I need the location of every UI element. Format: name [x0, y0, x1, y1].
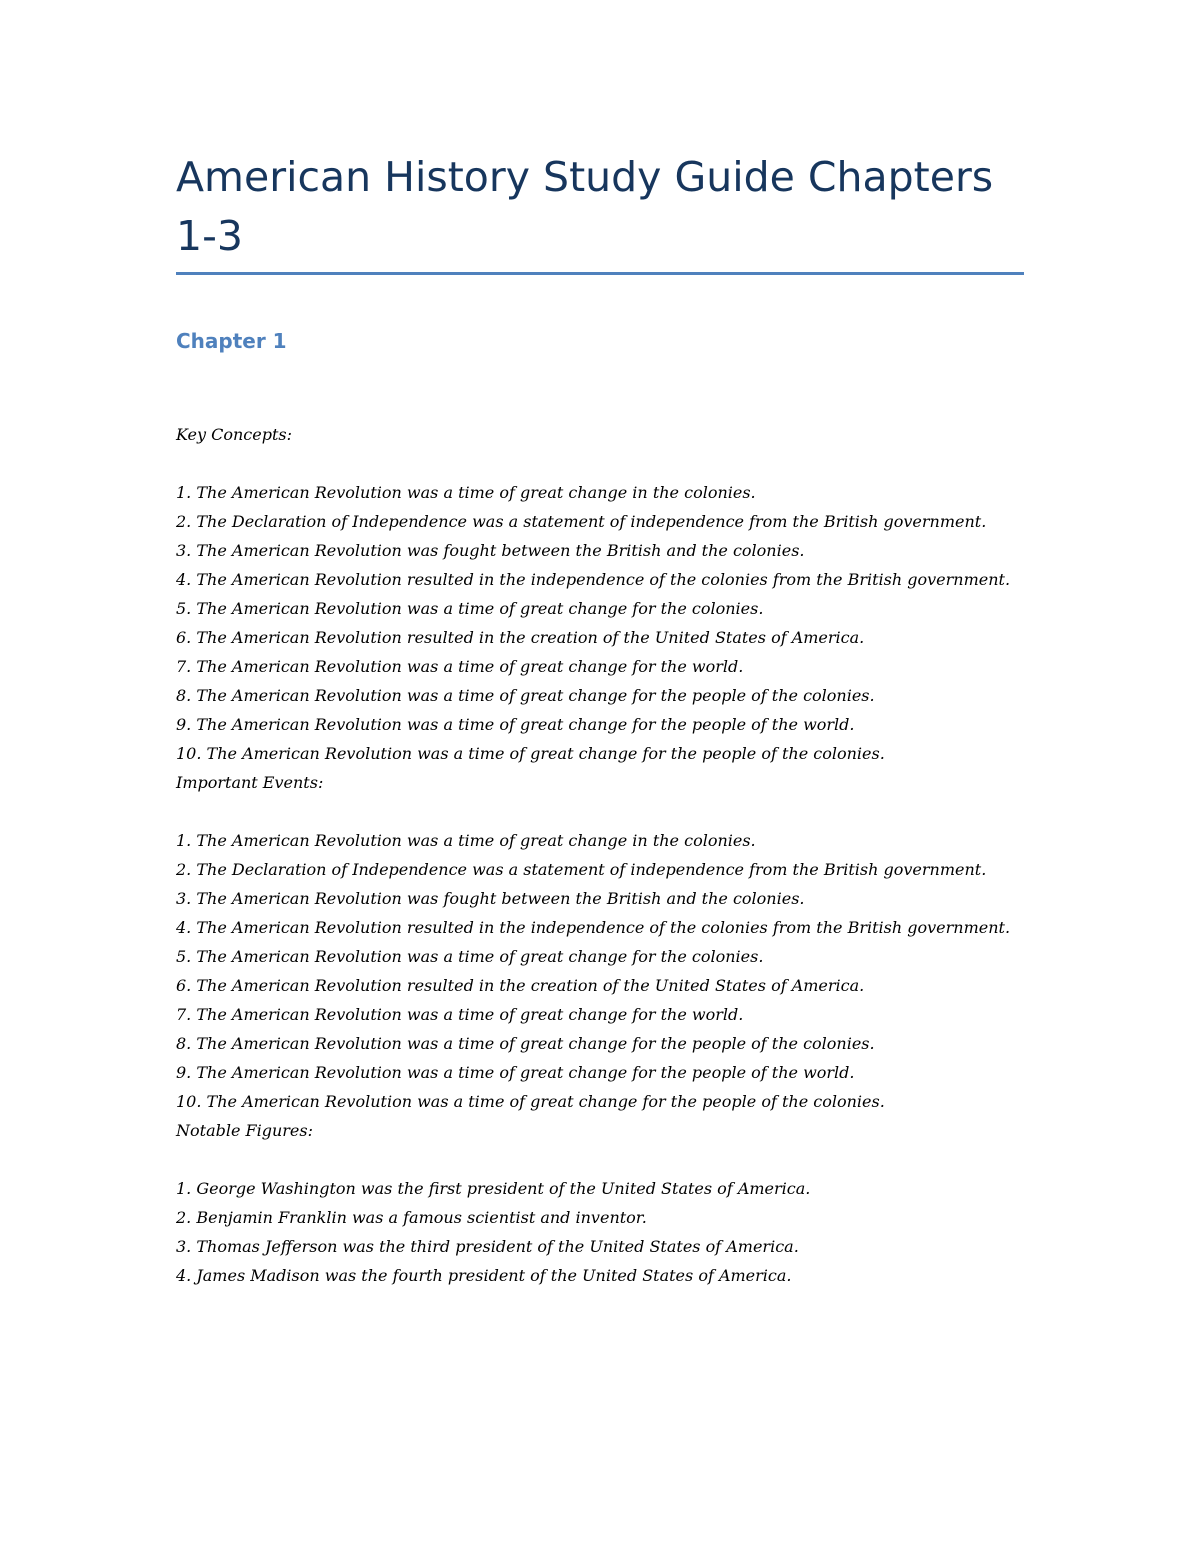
list-item: 9. The American Revolution was a time of great change for the people of the world.	[176, 715, 855, 734]
chapter-heading: Chapter 1	[176, 329, 287, 353]
list-item: 4. The American Revolution resulted in the independence of the colonies from the British government.	[176, 570, 1011, 589]
spacer	[176, 1145, 1024, 1174]
list-item: 1. George Washington was the first president of the United States of America.	[176, 1179, 811, 1198]
list-item: 3. The American Revolution was fought between the British and the colonies.	[176, 541, 805, 560]
list-item: 2. The Declaration of Independence was a statement of independence from the British government.	[176, 512, 987, 531]
list-item: 4. The American Revolution resulted in the independence of the colonies from the British government.	[176, 918, 1011, 937]
list-item: 1. The American Revolution was a time of great change in the colonies.	[176, 831, 756, 850]
section-label-important-events: Important Events:	[176, 773, 324, 792]
list-item: 5. The American Revolution was a time of great change for the colonies.	[176, 599, 764, 618]
list-item: 8. The American Revolution was a time of great change for the people of the colonies.	[176, 1034, 875, 1053]
document-body	[176, 420, 1024, 1290]
list-item: 6. The American Revolution resulted in the creation of the United States of America.	[176, 628, 865, 647]
spacer	[176, 797, 1024, 826]
list-item: 5. The American Revolution was a time of great change for the colonies.	[176, 947, 764, 966]
list-item: 3. The American Revolution was fought between the British and the colonies.	[176, 889, 805, 908]
list-item: 9. The American Revolution was a time of great change for the people of the world.	[176, 1063, 855, 1082]
title-divider	[176, 272, 1024, 275]
list-item: 10. The American Revolution was a time of great change for the people of the colonies.	[176, 1092, 885, 1111]
list-item: 4. James Madison was the fourth president of the United States of America.	[176, 1266, 792, 1285]
list-item: 8. The American Revolution was a time of great change for the people of the colonies.	[176, 686, 875, 705]
list-item: 7. The American Revolution was a time of great change for the world.	[176, 1005, 744, 1024]
list-item: 2. The Declaration of Independence was a statement of independence from the British government.	[176, 860, 987, 879]
list-item: 1. The American Revolution was a time of great change in the colonies.	[176, 483, 756, 502]
list-item: 3. Thomas Jefferson was the third president of the United States of America.	[176, 1237, 799, 1256]
list-item: 7. The American Revolution was a time of great change for the world.	[176, 657, 744, 676]
list-item: 2. Benjamin Franklin was a famous scientist and inventor.	[176, 1208, 647, 1227]
spacer	[176, 449, 1024, 478]
section-label-key-concepts: Key Concepts:	[176, 425, 292, 444]
list-item: 6. The American Revolution resulted in the creation of the United States of America.	[176, 976, 865, 995]
section-label-notable-figures: Notable Figures:	[176, 1121, 313, 1140]
page-title: American History Study Guide Chapters 1-3	[176, 153, 994, 260]
list-item: 10. The American Revolution was a time of great change for the people of the colonies.	[176, 744, 885, 763]
